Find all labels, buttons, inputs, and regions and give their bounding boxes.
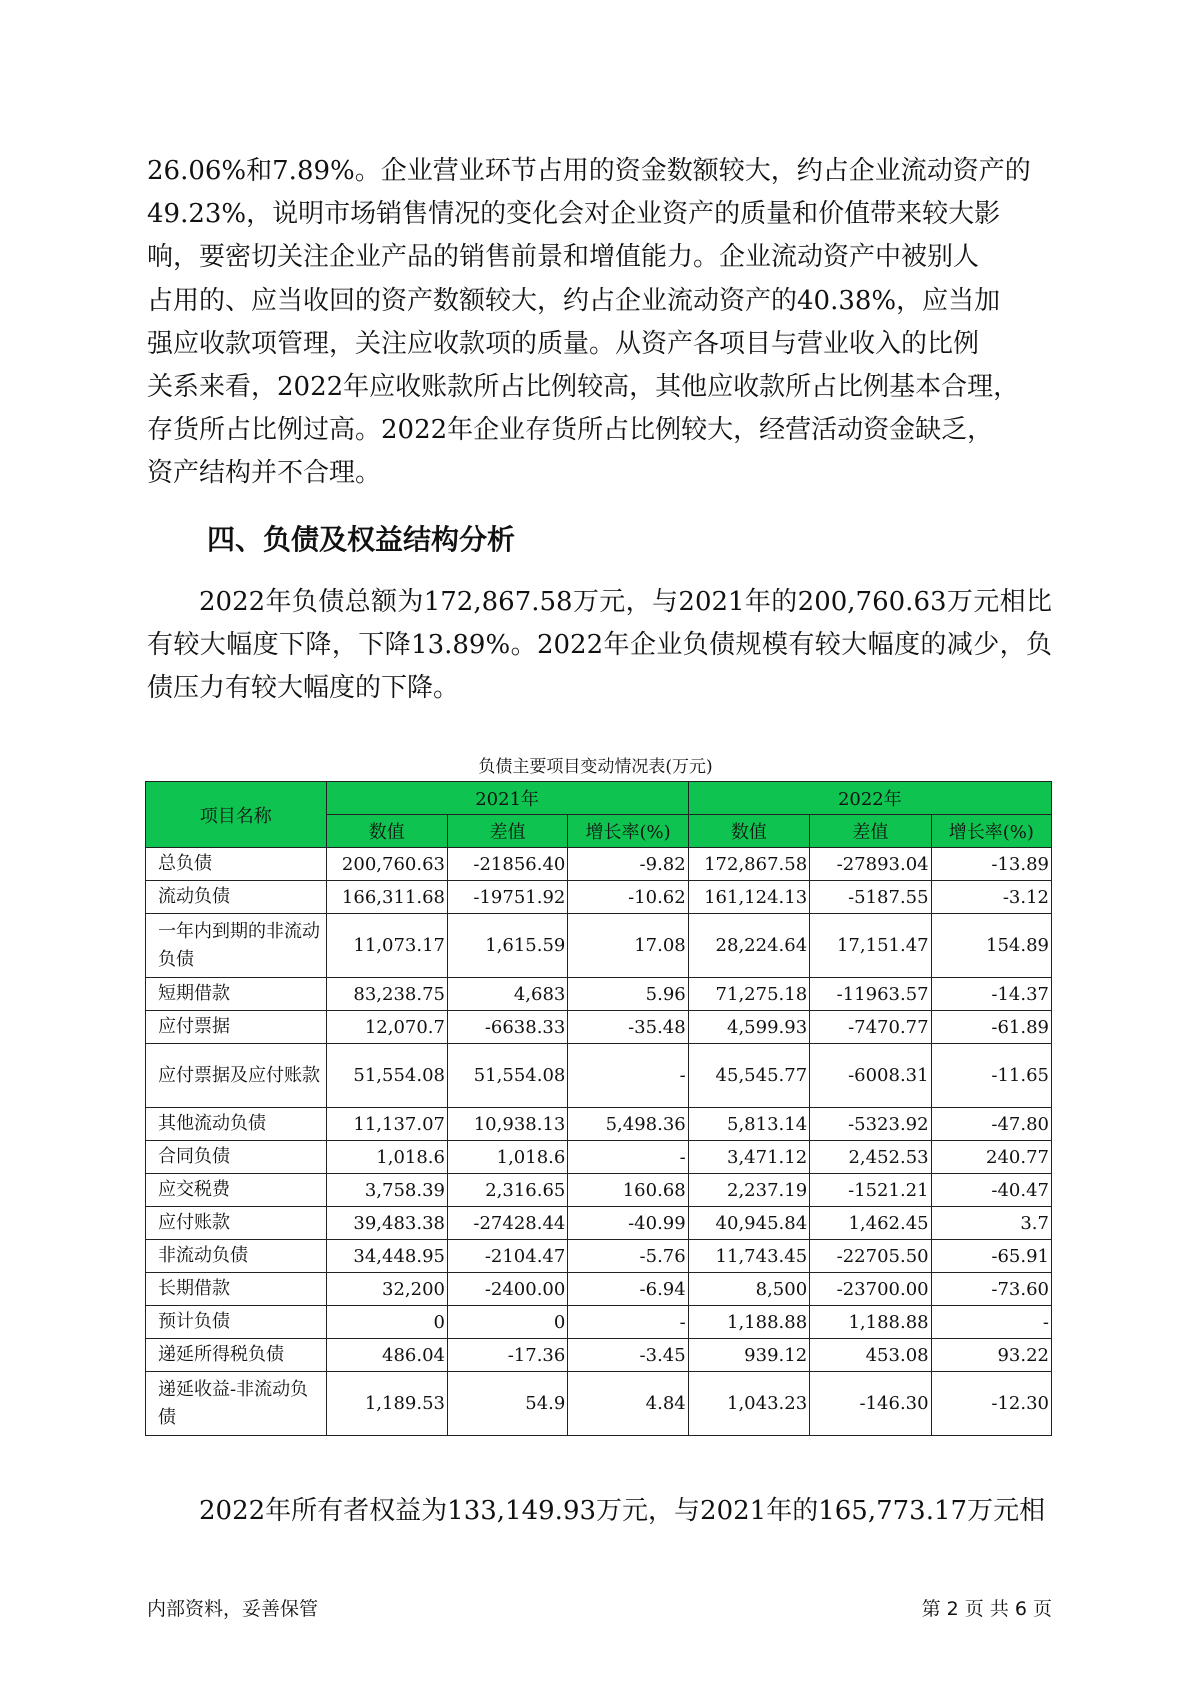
row-item-name: 应付票据 [146,1011,327,1044]
row-value-cell: -9.82 [568,848,688,881]
row-value-cell: -1521.21 [810,1174,931,1207]
row-item-name: 总负债 [146,848,327,881]
table-row [146,1141,1052,1174]
row-value-cell: -22705.50 [810,1240,931,1273]
footer-page-number: 第 2 页 共 6 页 [921,1598,1052,1620]
equity-paragraph [147,1490,1052,1533]
row-value-cell: 939.12 [688,1339,809,1372]
table-row [146,1011,1052,1044]
table-row [146,1108,1052,1141]
row-value-cell: 2,452.53 [810,1141,931,1174]
intro-line: 强应收款项管理，关注应收款项的质量。从资产各项目与营业收入的比例 [147,328,980,359]
intro-line: 49.23%，说明市场销售情况的变化会对企业资产的质量和价值带来较大影 [147,199,1001,230]
row-item-name: 其他流动负债 [146,1108,327,1141]
sub-header-diff: 差值 [810,815,931,848]
row-value-cell: 1,018.6 [326,1141,447,1174]
row-value-cell: -21856.40 [447,848,567,881]
sub-header-value: 数值 [688,815,809,848]
year-header-2022: 2022年 [688,782,1051,815]
row-item-name: 递延所得税负债 [146,1339,327,1372]
table-row [146,978,1052,1011]
row-value-cell: 5,498.36 [568,1108,688,1141]
row-value-cell: - [568,1141,688,1174]
row-value-cell: 1,462.45 [810,1207,931,1240]
table-body [146,848,1052,1436]
row-value-cell: 240.77 [931,1141,1051,1174]
row-value-cell: 2,237.19 [688,1174,809,1207]
row-value-cell: 4,599.93 [688,1011,809,1044]
row-value-cell: -6638.33 [447,1011,567,1044]
row-value-cell: 17.08 [568,914,688,978]
row-item-name: 应交税费 [146,1174,327,1207]
debt-paragraph-text: 2022年负债总额为172,867.58万元，与2021年的200,760.63万元相比有较大幅度下降，下降13.89%。2022年企业负债规模有较大幅度的减少，负债压力有较大幅度的下降。 [147,587,1052,704]
row-value-cell: 28,224.64 [688,914,809,978]
row-value-cell: 2,316.65 [447,1174,567,1207]
table-row [146,881,1052,914]
table-row [146,1306,1052,1339]
table-row [146,1372,1052,1436]
intro-line: 响，要密切关注企业产品的销售前景和增值能力。企业流动资产中被别人 [147,242,980,273]
row-item-name: 非流动负债 [146,1240,327,1273]
row-value-cell: -3.12 [931,881,1051,914]
row-value-cell: 1,189.53 [326,1372,447,1436]
table-caption: 负债主要项目变动情况表(万元) [478,757,713,777]
row-value-cell: -7470.77 [810,1011,931,1044]
row-value-cell: 10,938.13 [447,1108,567,1141]
row-item-name: 合同负债 [146,1141,327,1174]
row-item-name: 递延收益-非流动负债 [146,1372,327,1436]
row-value-cell: -12.30 [931,1372,1051,1436]
row-value-cell: 12,070.7 [326,1011,447,1044]
debt-paragraph [147,581,1052,711]
row-value-cell: 8,500 [688,1273,809,1306]
row-value-cell: -40.47 [931,1174,1051,1207]
sub-header-diff: 差值 [447,815,567,848]
row-value-cell: -6008.31 [810,1044,931,1108]
row-value-cell: - [568,1306,688,1339]
row-value-cell: - [931,1306,1051,1339]
row-value-cell: -23700.00 [810,1273,931,1306]
sub-header-growth: 增长率(%) [931,815,1051,848]
section-heading: 四、负债及权益结构分析 [207,523,516,556]
row-value-cell: -11.65 [931,1044,1051,1108]
row-value-cell: 11,743.45 [688,1240,809,1273]
year-header-2021: 2021年 [326,782,688,815]
table-row [146,1273,1052,1306]
row-value-cell: 1,615.59 [447,914,567,978]
row-value-cell: 17,151.47 [810,914,931,978]
row-value-cell: -6.94 [568,1273,688,1306]
row-item-name: 长期借款 [146,1273,327,1306]
row-value-cell: -5.76 [568,1240,688,1273]
row-value-cell: 166,311.68 [326,881,447,914]
table-row [146,914,1052,978]
row-value-cell: 161,124.13 [688,881,809,914]
row-value-cell: 93.22 [931,1339,1051,1372]
equity-paragraph-text: 2022年所有者权益为133,149.93万元，与2021年的165,773.17万元相 [199,1496,1046,1526]
table-row [146,1174,1052,1207]
row-value-cell: 5.96 [568,978,688,1011]
table-row [146,848,1052,881]
row-value-cell: 1,188.88 [688,1306,809,1339]
row-value-cell: -27428.44 [447,1207,567,1240]
sub-header-value: 数值 [326,815,447,848]
row-value-cell: 453.08 [810,1339,931,1372]
row-value-cell: 34,448.95 [326,1240,447,1273]
row-value-cell: -3.45 [568,1339,688,1372]
row-value-cell: 1,018.6 [447,1141,567,1174]
footer-confidential-note: 内部资料，妥善保管 [147,1598,319,1620]
intro-line: 26.06%和7.89%。企业营业环节占用的资金数额较大，约占企业流动资产的 [147,156,1031,186]
row-value-cell: 51,554.08 [447,1044,567,1108]
table-row [146,1044,1052,1108]
row-value-cell: 200,760.63 [326,848,447,881]
row-value-cell: -2400.00 [447,1273,567,1306]
row-value-cell: 83,238.75 [326,978,447,1011]
row-value-cell: -5187.55 [810,881,931,914]
row-value-cell: 172,867.58 [688,848,809,881]
row-value-cell: 5,813.14 [688,1108,809,1141]
row-value-cell: -47.80 [931,1108,1051,1141]
row-value-cell: -11963.57 [810,978,931,1011]
liability-table [145,781,1052,1436]
row-value-cell: 160.68 [568,1174,688,1207]
row-value-cell: 32,200 [326,1273,447,1306]
row-value-cell: 11,073.17 [326,914,447,978]
row-value-cell: 1,043.23 [688,1372,809,1436]
row-value-cell: -35.48 [568,1011,688,1044]
row-value-cell: - [568,1044,688,1108]
row-value-cell: 3,758.39 [326,1174,447,1207]
row-value-cell: 54.9 [447,1372,567,1436]
row-value-cell: 3.7 [931,1207,1051,1240]
row-value-cell: -19751.92 [447,881,567,914]
row-value-cell: 154.89 [931,914,1051,978]
row-item-name: 应付账款 [146,1207,327,1240]
row-value-cell: 40,945.84 [688,1207,809,1240]
intro-line: 存货所占比例过高。2022年企业存货所占比例较大，经营活动资金缺乏， [147,415,994,446]
row-item-name: 应付票据及应付账款 [146,1044,327,1108]
table-row [146,1240,1052,1273]
row-value-cell: -17.36 [447,1339,567,1372]
table-row [146,1207,1052,1240]
row-item-name: 流动负债 [146,881,327,914]
row-value-cell: 4,683 [447,978,567,1011]
row-value-cell: -5323.92 [810,1108,931,1141]
row-value-cell: -73.60 [931,1273,1051,1306]
row-value-cell: -13.89 [931,848,1051,881]
row-value-cell: -65.91 [931,1240,1051,1273]
row-value-cell: 71,275.18 [688,978,809,1011]
intro-line: 资产结构并不合理。 [147,458,382,489]
row-item-name: 预计负债 [146,1306,327,1339]
row-value-cell: -10.62 [568,881,688,914]
intro-paragraph [147,150,1052,496]
row-value-cell: 486.04 [326,1339,447,1372]
table-row [146,1339,1052,1372]
row-value-cell: 39,483.38 [326,1207,447,1240]
row-value-cell: -2104.47 [447,1240,567,1273]
intro-line: 占用的、应当收回的资产数额较大，约占企业流动资产的40.38%，应当加 [147,285,1001,316]
row-value-cell: 51,554.08 [326,1044,447,1108]
row-value-cell: 3,471.12 [688,1141,809,1174]
row-value-cell: 4.84 [568,1372,688,1436]
row-item-name: 短期借款 [146,978,327,1011]
row-value-cell: 1,188.88 [810,1306,931,1339]
row-value-cell: -27893.04 [810,848,931,881]
row-value-cell: -61.89 [931,1011,1051,1044]
row-value-cell: -14.37 [931,978,1051,1011]
row-value-cell: 45,545.77 [688,1044,809,1108]
intro-line: 关系来看，2022年应收账款所占比例较高，其他应收款所占比例基本合理， [147,372,1020,403]
row-value-cell: 0 [326,1306,447,1339]
row-value-cell: 0 [447,1306,567,1339]
row-item-name: 一年内到期的非流动负债 [146,914,327,978]
row-value-cell: -146.30 [810,1372,931,1436]
sub-header-growth: 增长率(%) [568,815,688,848]
item-name-header: 项目名称 [146,782,327,848]
row-value-cell: -40.99 [568,1207,688,1240]
row-value-cell: 11,137.07 [326,1108,447,1141]
